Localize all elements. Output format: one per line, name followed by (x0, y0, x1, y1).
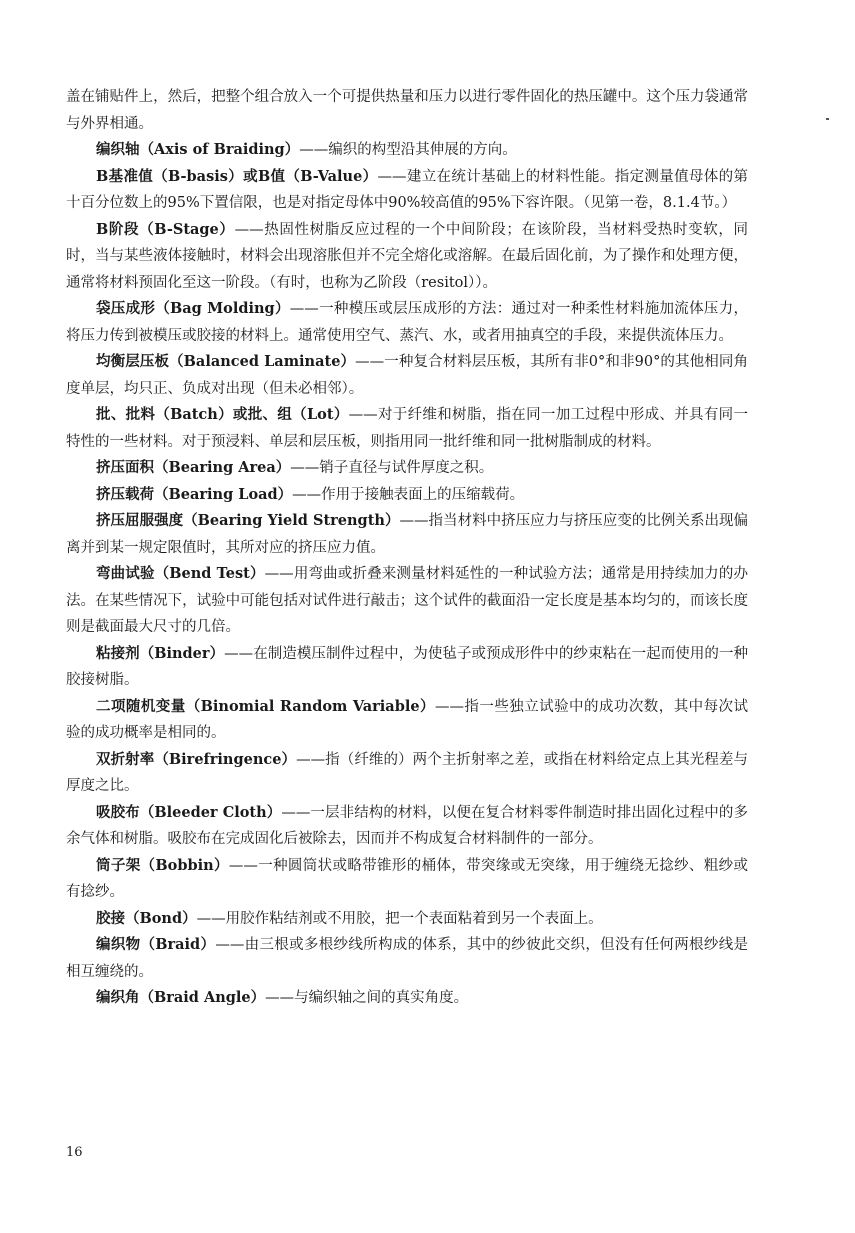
glossary-entry (66, 508, 748, 561)
entry-term: 挤压载荷（Bearing Load） (96, 485, 293, 503)
glossary-entry (66, 906, 748, 933)
glossary-entry (66, 800, 748, 853)
glossary-entry (66, 641, 748, 694)
entry-definition: ——指当材料中挤压应力与挤压应变的比例关系出现偏离并到某一规定限值时，其所对应的挤压应力值。 (66, 513, 749, 556)
entry-term: B阶段（B-Stage） (96, 220, 235, 238)
entry-definition: ——一种复合材料层压板，其所有非0°和非90°的其他相同角度单层，均只正、负成对出现（但未必相邻）。 (66, 354, 748, 397)
entry-term: 双折射率（Birefringence） (96, 750, 297, 768)
glossary-entry (66, 349, 748, 402)
entry-definition: ——由三根或多根纱线所构成的体系，其中的纱彼此交织，但没有任何两根纱线是相互缠绕的。 (66, 937, 749, 980)
entry-term: 弯曲试验（Bend Test） (96, 565, 265, 582)
glossary-entry (66, 296, 748, 349)
glossary-entry (66, 985, 748, 1012)
entry-definition: ——一种圆筒状或略带锥形的桶体，带突缘或无突缘，用于缠绕无捻纱、粗纱或有捻纱。 (66, 857, 748, 900)
entry-definition: ——编织的构型沿其伸展的方向。 (299, 142, 517, 158)
entry-definition: ——对于纤维和树脂，指在同一加工过程中形成、并具有同一特性的一些材料。对于预浸料、单层和层压板，则指用同一批纤维和同一批树脂制成的材料。 (66, 407, 748, 450)
entry-definition: ——指一些独立试验中的成功次数，其中每次试验的成功概率是相同的。 (66, 698, 748, 741)
entry-term: 二项随机变量（Binomial Random Variable） (96, 697, 435, 715)
entry-definition: ——建立在统计基础上的材料性能。指定测量值母体的第十百分位数上的95%下置信限，也是对指定母体中90%较高值的95%下容许限。（见第一卷，8.1.4节。） (66, 168, 748, 211)
scan-mark (826, 118, 829, 120)
glossary-entry (66, 164, 748, 217)
entry-definition: ——热固性树脂反应过程的一个中间阶段；在该阶段，当材料受热时变软，同时，当与某些液体接触时，材料会出现溶胀但并不完全熔化或溶解。在最后固化前，为了操作和处理方便，通常将材料预固化至这一阶段。（有时，也称为乙阶段（resitol））。 (66, 221, 748, 291)
entry-definition: ——用弯曲或折叠来测量材料延性的一种试验方法；通常是用持续加力的办法。在某些情况下，试验中可能包括对试件进行敲击；这个试件的截面沿一定长度是基本均匀的，而该长度则是截面最大尺寸的几倍。 (66, 566, 748, 635)
entry-term: 筒子架（Bobbin） (96, 856, 229, 874)
glossary-entry (66, 932, 748, 985)
intro-paragraph: 盖在铺贴件上，然后，把整个组合放入一个可提供热量和压力以进行零件固化的热压罐中。这个压力袋通常与外界相通。 (66, 89, 748, 132)
entry-term: 均衡层压板（Balanced Laminate） (96, 353, 356, 370)
entry-definition: ——用胶作粘结剂或不用胶，把一个表面粘着到另一个表面上。 (196, 910, 603, 927)
entry-definition: ——一种模压或层压成形的方法：通过对一种柔性材料施加流体压力，将压力传到被模压或胶接的材料上。通常使用空气、蒸汽、水，或者用抽真空的手段，来提供流体压力。 (66, 301, 748, 344)
entry-term: 编织角（Braid Angle） (96, 989, 266, 1006)
glossary-entry (66, 482, 748, 509)
entry-term: 编织物（Braid） (96, 936, 216, 953)
entry-term: 批、批料（Batch）或批、组（Lot） (96, 406, 349, 423)
glossary-entry (66, 694, 748, 747)
entry-term: B基准值（B-basis）或B值（B-Value） (96, 167, 378, 185)
entry-term: 编织轴（Axis of Braiding） (96, 141, 300, 158)
glossary-entry (66, 217, 748, 297)
entry-term: 挤压面积（Bearing Area） (96, 459, 291, 476)
glossary-entry (66, 747, 748, 800)
entry-definition: ——销子直径与试件厚度之积。 (290, 460, 494, 476)
entry-definition: ——一层非结构的材料，以便在复合材料零件制造时排出固化过程中的多余气体和树脂。吸胶布在完成固化后被除去，因而并不构成复合材料制件的一部分。 (66, 804, 748, 847)
page-body (66, 84, 748, 1012)
glossary-entry (66, 402, 748, 455)
entry-definition: ——在制造模压制件过程中，为使毡子或预成形件中的纱束粘在一起而使用的一种胶接树脂。 (66, 645, 748, 688)
glossary-entry (66, 853, 748, 906)
glossary-entries (66, 137, 748, 1012)
glossary-entry (66, 137, 748, 164)
page-number: 16 (66, 1145, 83, 1160)
entry-term: 胶接（Bond） (96, 909, 197, 927)
entry-definition: ——作用于接触表面上的压缩载荷。 (292, 486, 525, 503)
entry-definition: ——与编织轴之间的真实角度。 (265, 990, 469, 1006)
entry-term: 粘接剂（Binder） (96, 644, 225, 662)
glossary-entry (66, 561, 748, 641)
entry-term: 袋压成形（Bag Molding） (96, 300, 290, 317)
glossary-entry (66, 455, 748, 482)
entry-definition: ——指（纤维的）两个主折射率之差，或指在材料给定点上其光程差与厚度之比。 (66, 751, 748, 794)
entry-term: 吸胶布（Bleeder Cloth） (96, 803, 282, 821)
entry-term: 挤压屈服强度（Bearing Yield Strength） (96, 512, 400, 529)
